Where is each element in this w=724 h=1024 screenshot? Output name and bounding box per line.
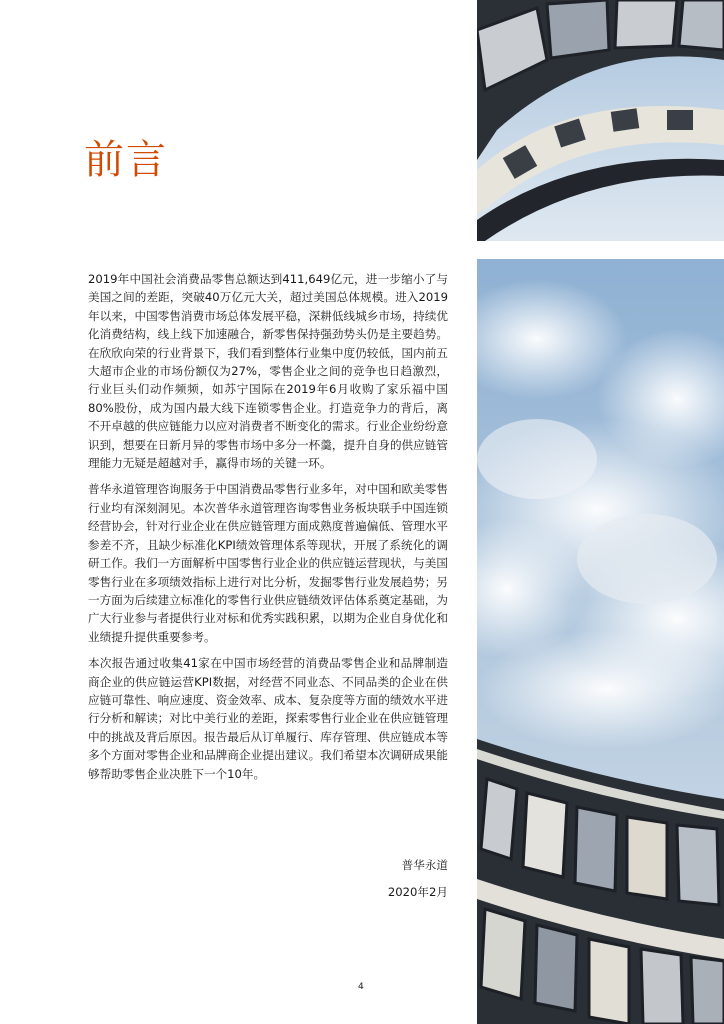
paragraph: 2019年中国社会消费品零售总额达到411,649亿元，进一步缩小了与美国之间的差距，突破40万亿元大关，超过美国总体规模。进入2019年以来，中国零售消费市场总体发展平稳，深耕低线城乡市场，持续优化消费结构，线上线下加速融合，新零售保持强劲势头仍是主要趋势。在欣欣向荣的行业背景下，我们看到整体行业集中度仍较低，国内前五大超市企业的市场份额仅为27%，零售企业之间的竞争也日趋激烈，行业巨头们动作频频，如苏宁国际在2019年6月收购了家乐福中国80%股份，成为国内最大线下连锁零售企业。打造竞争力的背后，离不开卓越的供应链能力以应对消费者不断变化的需求。行业企业纷纷意识到，想要在日新月异的零售市场中多分一杯羹，提升自身的供应链管理能力无疑是超越对手，赢得市场的关键一环。 (88, 272, 448, 471)
sky-clouds-building-photo (477, 259, 724, 1024)
page-title: 前言 (84, 137, 168, 183)
paragraph: 本次报告通过收集41家在中国市场经营的消费品零售企业和品牌制造商企业的供应链运营KPI数据，对经营不同业态、不同品类的企业在供应链可靠性、响应速度、资金效率、成本、复杂度等方面的绩效水平进行分析和解读；对比中美行业的差距，探索零售行业企业在供应链管理中的挑战及背后原因。报告最后从订单履行、库存管理、供应链成本等多个方面对零售企业和品牌商企业提出建议。我们希望本次调研成果能够帮助零售企业决胜下一个10年。 (88, 656, 448, 781)
paragraph: 普华永道管理咨询服务于中国消费品零售行业多年，对中国和欧美零售行业均有深刻洞见。本次普华永道管理咨询零售业务板块联手中国连锁经营协会，针对行业企业在供应链管理方面成熟度普遍偏低、管理水平参差不齐，且缺少标准化KPI绩效管理体系等现状，开展了系统化的调研工作。我们一方面解析中国零售行业企业的供应链运营现状，与美国零售行业在多项绩效指标上进行对比分析，发掘零售行业发展趋势；另一方面为后续建立标准化的零售行业供应链绩效评估体系奠定基础，为广大行业参与者提供行业对标和优秀实践积累，以期为企业自身优化和业绩提升提供重要参考。 (88, 482, 448, 644)
building-arches-photo (477, 0, 724, 241)
date: 2020年2月 (387, 885, 448, 899)
signoff (388, 856, 448, 910)
body-text (88, 270, 448, 791)
signature: 普华永道 (401, 858, 448, 872)
page-number: 4 (358, 982, 364, 992)
